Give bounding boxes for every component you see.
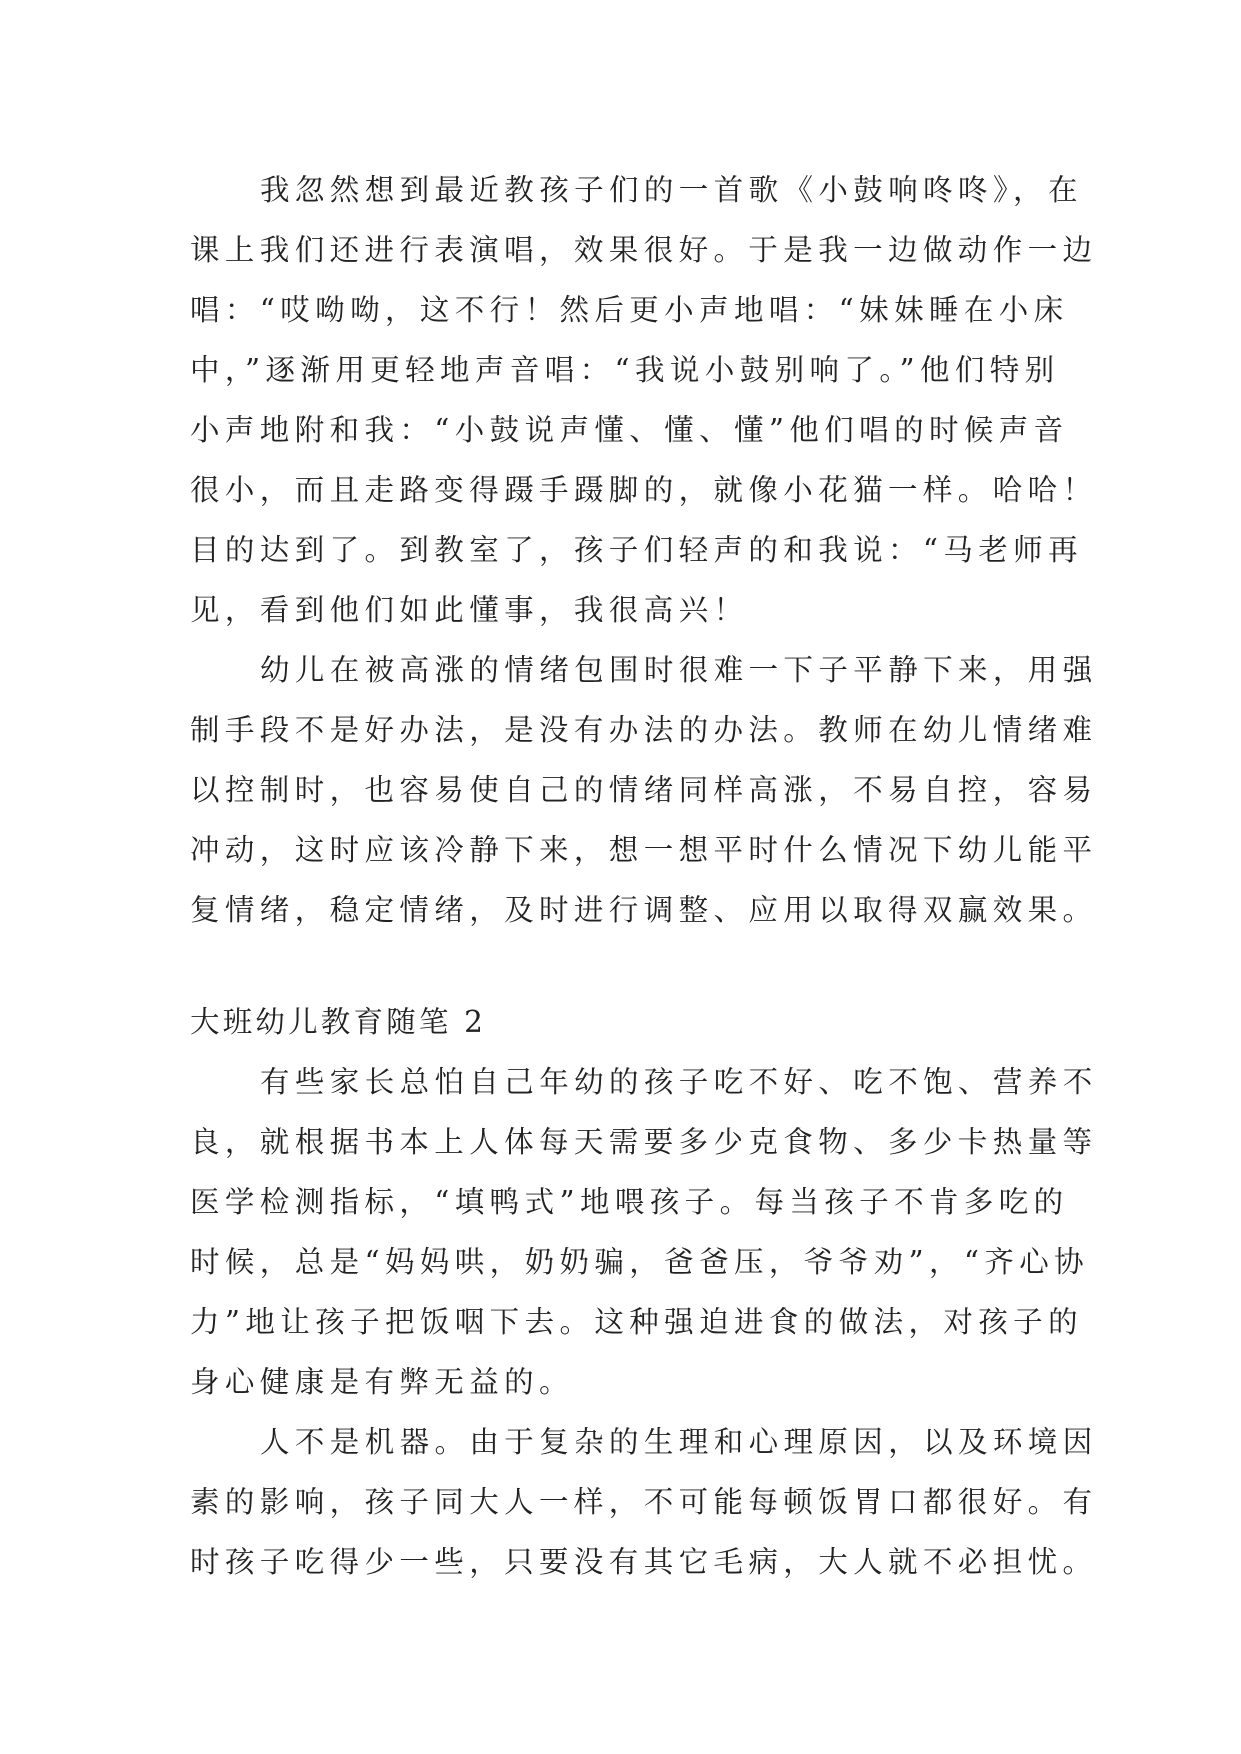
section-spacer [190, 940, 1070, 992]
text-line: 以控制时，也容易使自己的情绪同样高涨，不易自控，容易 [190, 773, 1098, 807]
text-line: 小声地附和我：“小鼓说声懂、懂、懂”他们唱的时候声音 [190, 413, 1069, 447]
text-line: 力”地让孩子把饭咽下去。这种强迫进食的做法，对孩子的 [190, 1305, 1083, 1339]
text-line: 人不是机器。由于复杂的生理和心理原因，以及环境因 [260, 1425, 1098, 1459]
text-line: 医学检测指标，“填鸭式”地喂孩子。每当孩子不肯多吃的 [190, 1185, 1069, 1219]
paragraph-appetite [190, 1412, 1098, 1592]
text-line: 目的达到了。到教室了，孩子们轻声的和我说：“马老师再 [190, 533, 1083, 567]
text-line: 时候，总是“妈妈哄，奶奶骗，爸爸压，爷爷劝”，“齐心协 [190, 1245, 1090, 1279]
text-line: 复情绪，稳定情绪，及时进行调整、应用以取得双赢效果。 [190, 893, 1098, 927]
document-body [190, 160, 1098, 1592]
paragraph-song [190, 160, 1098, 640]
text-line: 制手段不是好办法，是没有办法的办法。教师在幼儿情绪难 [190, 713, 1098, 747]
text-line: 身心健康是有弊无益的。 [190, 1365, 574, 1399]
text-line: 良，就根据书本上人体每天需要多少克食物、多少卡热量等 [190, 1125, 1098, 1159]
text-line: 课上我们还进行表演唱，效果很好。于是我一边做动作一边 [190, 233, 1098, 267]
text-line: 中，”逐渐用更轻地声音唱：“我说小鼓别响了。”他们特别 [190, 353, 1060, 387]
text-line: 素的影响，孩子同大人一样，不可能每顿饭胃口都很好。有 [190, 1485, 1098, 1519]
text-line: 有些家长总怕自己年幼的孩子吃不好、吃不饱、营养不 [260, 1065, 1098, 1099]
paragraph-feeding [190, 1052, 1098, 1412]
text-line: 很小，而且走路变得蹑手蹑脚的，就像小花猫一样。哈哈！ [190, 473, 1098, 507]
section-heading: 大班幼儿教育随笔 2 [190, 1005, 487, 1039]
text-line: 我忽然想到最近教孩子们的一首歌《小鼓响咚咚》，在 [260, 173, 1083, 207]
text-line: 幼儿在被高涨的情绪包围时很难一下子平静下来，用强 [260, 653, 1098, 687]
text-line: 时孩子吃得少一些，只要没有其它毛病，大人就不必担忧。 [190, 1545, 1098, 1579]
paragraph-emotion [190, 640, 1098, 940]
text-line: 冲动，这时应该冷静下来，想一想平时什么情况下幼儿能平 [190, 833, 1098, 867]
text-line: 唱：“哎呦呦，这不行！然后更小声地唱：“妹妹睡在小床 [190, 293, 1069, 327]
text-line: 见，看到他们如此懂事，我很高兴！ [190, 593, 749, 627]
